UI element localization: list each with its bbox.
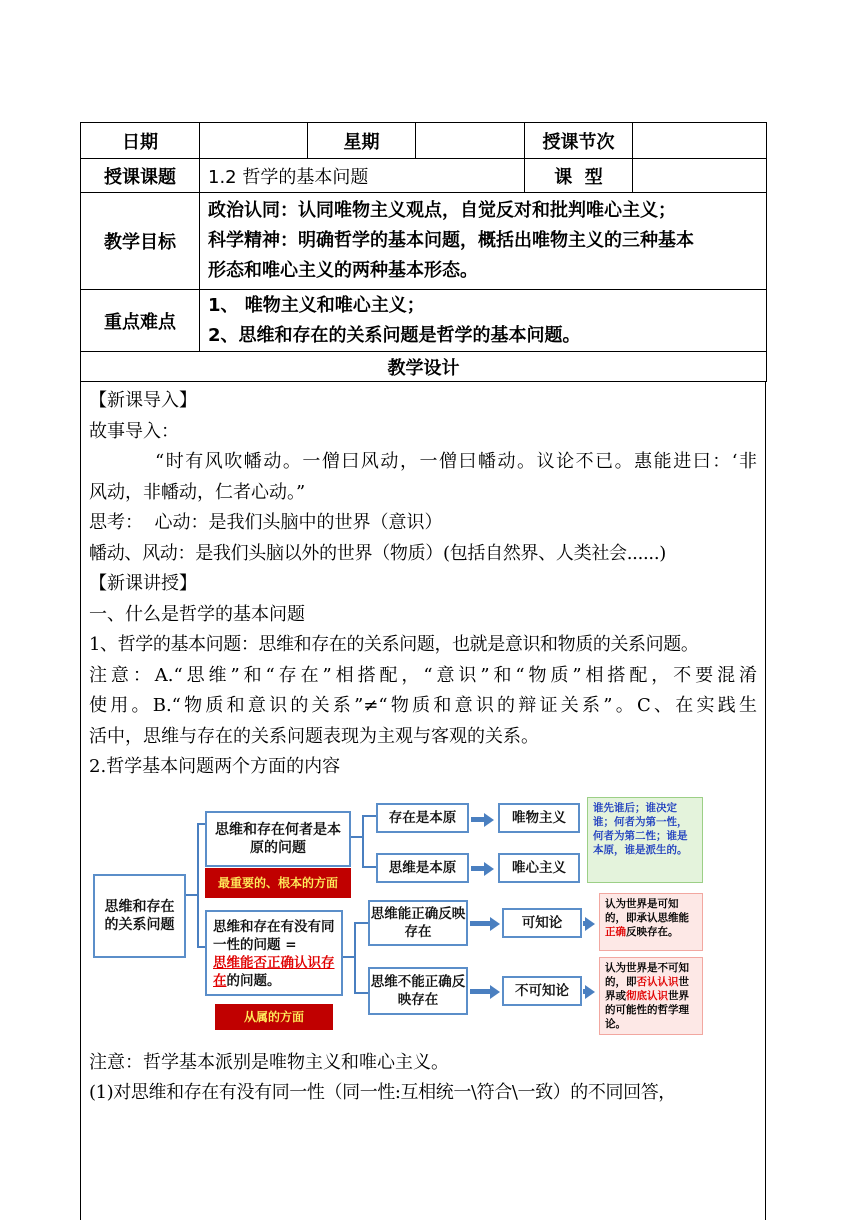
- aspect-identity-tag: 从属的方面: [215, 1004, 333, 1030]
- aspect-identity-text: 思维和存在有没有同一性的问题 =: [213, 918, 335, 953]
- topic-value: 1.2 哲学的基本问题: [200, 159, 525, 193]
- aspect-identity-highlight: 思维能否正确认识存在: [213, 954, 335, 989]
- goal-label: 教学目标: [81, 193, 200, 290]
- period-label: 授课节次: [525, 123, 633, 159]
- aspect-identity-box: [205, 910, 343, 996]
- result-agnosticism-box: 不可知论: [502, 976, 582, 1006]
- result-knowability-box: 可知论: [502, 908, 582, 938]
- type-value: [633, 159, 767, 193]
- quote-line: “时有风吹幡动。一僧曰风动，一僧曰幡动。议论不已。惠能进曰：‘非: [155, 451, 757, 472]
- agnosticism-note-text: 世界或: [605, 975, 689, 1002]
- body-line: 注意：哲学基本派别是唯物主义和唯心主义。: [89, 1051, 449, 1073]
- body-line: 使用。B.“物质和意识的关系”≠“物质和意识的辩证关系”。C、在实践生: [89, 695, 757, 716]
- knowability-note-highlight: 正确: [605, 925, 626, 938]
- knowability-note-text: 认为世界是可知的，即承认思维能: [605, 897, 689, 924]
- date-value: [200, 123, 308, 159]
- result-idealism-box: 唯心主义: [498, 853, 580, 883]
- goal-line: 形态和唯心主义的两种基本形态。: [208, 260, 478, 281]
- section-heading: 【新课导入】: [89, 390, 197, 411]
- goal-text: [200, 193, 767, 290]
- arrow-shaft: [470, 989, 491, 994]
- lesson-plan: [80, 122, 766, 1220]
- lesson-header-table: [80, 122, 767, 382]
- result-materialism-box: 唯物主义: [498, 803, 580, 833]
- body-line: 活中，思维与存在的关系问题表现为主观与客观的关系。: [89, 725, 539, 747]
- aspect-origin-box: 思维和存在何者是本原的问题: [205, 811, 351, 867]
- arrow-right-icon: [484, 813, 494, 827]
- arrow-right-icon: [585, 985, 595, 999]
- type-label: 课 型: [525, 159, 633, 193]
- arrow-right-icon: [490, 985, 500, 999]
- agnosticism-note-tail: 世界的可能性的哲学理论。: [605, 989, 689, 1030]
- arrow-shaft: [471, 817, 485, 822]
- weekday-label: 星期: [308, 123, 416, 159]
- aspect-origin-tag: 最重要的、根本的方面: [205, 868, 351, 898]
- arrow-right-icon: [490, 917, 500, 931]
- concept-diagram: [93, 797, 703, 1042]
- answer-thought-box: 思维是本原: [376, 853, 469, 883]
- body-line: 一、什么是哲学的基本问题: [89, 603, 305, 625]
- answer-cannot-reflect-box: 思维不能正确反映存在: [368, 967, 468, 1015]
- agnosticism-note-text: 认为世界是不可知的，即: [605, 961, 689, 988]
- agnosticism-note-highlight: 否认认识: [636, 975, 679, 988]
- aspect-identity-tail: 的问题。: [226, 972, 281, 989]
- key-line: 2、思维和存在的关系问题是哲学的基本问题。: [208, 324, 581, 346]
- body-line: 故事导入：: [89, 420, 179, 442]
- arrow-shaft: [471, 866, 485, 871]
- design-title: 教学设计: [81, 352, 767, 382]
- body-line: 2.哲学基本问题两个方面的内容: [89, 756, 341, 777]
- key-text: [200, 290, 767, 352]
- answer-can-reflect-box: 思维能正确反映存在: [368, 900, 468, 946]
- agnosticism-note-highlight: 彻底认识: [626, 989, 668, 1002]
- root-box: 思维和存在的关系问题: [93, 874, 186, 958]
- goal-line: 科学精神：明确哲学的基本问题，概括出唯物主义的三种基本: [208, 230, 694, 251]
- weekday-value: [416, 123, 525, 159]
- arrow-shaft: [470, 921, 491, 926]
- arrow-right-icon: [484, 862, 494, 876]
- design-body: [80, 382, 766, 1220]
- agnosticism-note: [599, 957, 703, 1035]
- knowability-note: [599, 893, 703, 951]
- key-line: 1、 唯物主义和唯心主义；: [208, 294, 425, 316]
- date-label: 日期: [81, 123, 200, 159]
- section-heading: 【新课讲授】: [89, 573, 197, 594]
- body-line: 幡动、风动：是我们头脑以外的世界（物质）(包括自然界、人类社会......): [89, 542, 666, 564]
- period-value: [633, 123, 767, 159]
- quote-line: 风动，非幡动，仁者心动。”: [89, 481, 306, 503]
- body-line: (1)对思维和存在有没有同一性（同一性:互相统一\符合\一致）的不同回答，: [89, 1082, 676, 1103]
- topic-label: 授课课题: [81, 159, 200, 193]
- body-line: 1、哲学的基本问题：思维和存在的关系问题，也就是意识和物质的关系问题。: [89, 634, 699, 655]
- body-line: 思考： 心动：是我们头脑中的世界（意识）: [89, 512, 443, 533]
- body-line: 注意：A.“思维”和“存在”相搭配，“意识”和“物质”相搭配，不要混淆: [89, 664, 757, 686]
- origin-note: 谁先谁后；谁决定谁；何者为第一性，何者为第二性；谁是本原，谁是派生的。: [587, 797, 703, 883]
- knowability-note-tail: 反映存在。: [626, 925, 679, 938]
- goal-line: 政治认同：认同唯物主义观点，自觉反对和批判唯心主义；: [208, 200, 676, 221]
- arrow-right-icon: [585, 917, 595, 931]
- key-label: 重点难点: [81, 290, 200, 352]
- answer-existence-box: 存在是本原: [376, 803, 469, 833]
